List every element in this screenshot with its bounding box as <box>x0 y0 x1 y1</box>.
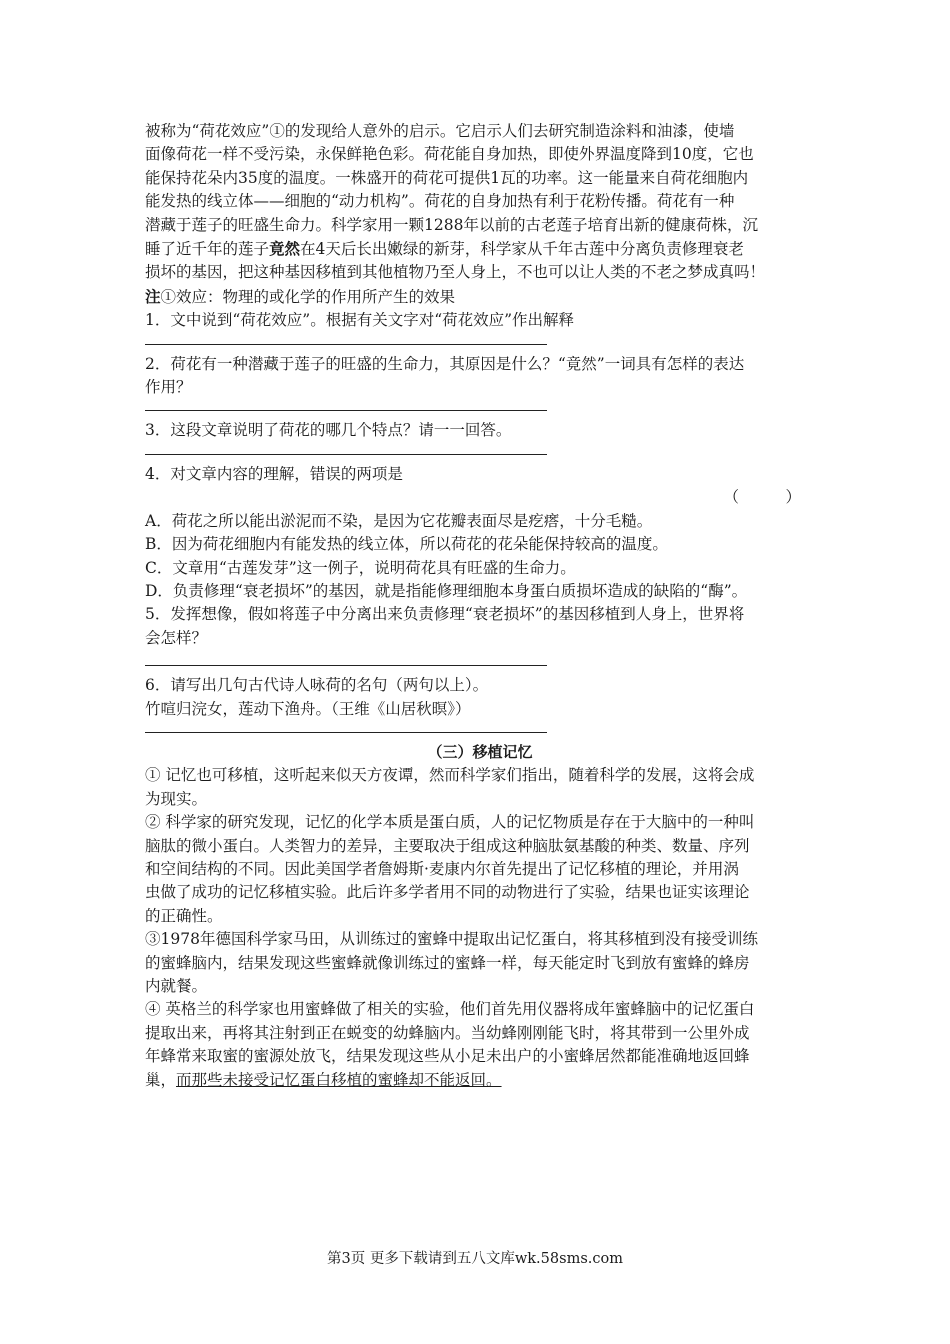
question-3: 3．这段文章说明了荷花的哪几个特点？请一一回答。 <box>145 421 512 440</box>
poem-example: 竹喧归浣女，莲动下渔舟。（王维《山居秋暝》） <box>145 699 471 718</box>
passage-line: 被称为“荷花效应”①的发现给人意外的启示。它启示人们去研究制造涂料和油漆，使墙 <box>145 122 735 140</box>
text-span: 在4天后长出嫩绿的新芽，科学家从千年古莲中分离负责修理衰老 <box>300 240 744 259</box>
document-body <box>145 120 815 1092</box>
passage-line: 的蜜蜂脑内，结果发现这些蜜蜂就像训练过的蜜蜂一样，每天能定时飞到放有蜜蜂的蜂房 <box>145 953 750 972</box>
passage-line: 潜藏于莲子的旺盛生命力。科学家用一颗1288年以前的古老莲子培育出新的健康荷株，沉 <box>145 215 758 234</box>
answer-line <box>145 721 547 733</box>
note-text: ①效应：物理的或化学的作用所产生的效果 <box>160 287 456 306</box>
text-span: 巢， <box>145 1070 177 1089</box>
passage-line: 年蜂常来取蜜的蜜源处放飞，结果发现这些从小足未出户的小蜜蜂居然都能准确地返回蜂 <box>145 1047 750 1066</box>
passage-line: 虫做了成功的记忆移植实验。此后许多学者用不同的动物进行了实验，结果也证实该理论 <box>145 883 750 902</box>
answer-line <box>145 654 547 666</box>
underlined-sentence: 而那些未接受记忆蛋白移植的蜜蜂却不能返回。 <box>176 1070 502 1089</box>
answer-parentheses: （ ） <box>723 488 801 507</box>
passage-line: ② 科学家的研究发现，记忆的化学本质是蛋白质，人的记忆物质是存在于大脑中的一种叫 <box>145 813 755 832</box>
option-d: D．负责修理“衰老损坏”的基因，就是指能修理细胞本身蛋白质损坏造成的缺陷的“酶”。 <box>145 581 748 600</box>
passage-line: 能保持花朵内35度的温度。一株盛开的荷花可提供1瓦的功率。这一能量来自荷花细胞内 <box>145 168 749 187</box>
question-6: 6．请写出几句古代诗人咏荷的名句（两句以上）。 <box>145 676 489 695</box>
passage-line: 内就餐。 <box>145 977 208 995</box>
answer-line <box>145 333 547 345</box>
passage-line: ④ 英格兰的科学家也用蜜蜂做了相关的实验，他们首先用仪器将成年蜜蜂脑中的记忆蛋白 <box>145 1000 755 1019</box>
question-4: 4．对文章内容的理解，错误的两项是 <box>145 464 403 483</box>
option-a: A．荷花之所以能出淤泥而不染，是因为它花瓣表面尽是疙瘩，十分毛糙。 <box>145 511 653 530</box>
passage-line: 的正确性。 <box>145 906 223 925</box>
answer-line <box>145 399 547 411</box>
passage-line: 能发热的线立体——细胞的“动力机构”。荷花的自身加热有利于花粉传播。荷花有一种 <box>145 192 735 211</box>
passage-line: ③1978年德国科学家马田，从训练过的蜜蜂中提取出记忆蛋白，将其移植到没有接受训练 <box>145 930 758 949</box>
passage-line: 脑肽的微小蛋白。人类智力的差异，主要取决于组成这种脑肽氨基酸的种类、数量、序列 <box>145 836 750 855</box>
bold-word: 竟然 <box>269 239 301 259</box>
option-b: B．因为荷花细胞内有能发热的线立体，所以荷花的花朵能保持较高的温度。 <box>145 535 668 554</box>
passage-line: 为现实。 <box>145 789 208 808</box>
passage-line: 提取出来，再将其注射到正在蜕变的幼蜂脑内。当幼蜂刚刚能飞时，将其带到一公里外成 <box>145 1023 750 1042</box>
answer-line <box>145 443 547 455</box>
question-5-cont: 会怎样？ <box>145 628 208 647</box>
question-2: 2．荷花有一种潜藏于莲子的旺盛的生命力，其原因是什么？“竟然”一词具有怎样的表达 <box>145 354 745 373</box>
text-span: 睡了近千年的莲子 <box>145 240 270 259</box>
question-2-cont: 作用？ <box>145 378 192 397</box>
question-1: 1．文中说到“荷花效应”。根据有关文字对“荷花效应”作出解释 <box>145 311 575 330</box>
passage-line: 损坏的基因，把这种基因移植到其他植物乃至人身上，不也可以让人类的不老之梦成真吗！ <box>145 263 766 282</box>
section-title: （三）移植记忆 <box>427 742 533 761</box>
footnote <box>145 285 815 309</box>
passage-line <box>145 237 815 261</box>
passage-line: ① 记忆也可移植，这听起来似天方夜谭，然而科学家们指出，随着科学的发展，这将会成 <box>145 766 755 785</box>
question-5: 5．发挥想像，假如将莲子中分离出来负责修理“衰老损坏”的基因移植到人身上，世界将 <box>145 605 745 624</box>
passage-line: 和空间结构的不同。因此美国学者詹姆斯·麦康内尔首先提出了记忆移植的理论，并用涡 <box>145 859 739 878</box>
option-c: C．文章用“古莲发芽”这一例子，说明荷花具有旺盛的生命力。 <box>145 558 576 577</box>
passage-line: 面像荷花一样不受污染，永保鲜艳色彩。荷花能自身加热，即使外界温度降到10度，它也 <box>145 145 754 164</box>
note-label: 注 <box>145 286 161 306</box>
passage-line <box>145 1069 815 1092</box>
page-footer: 第3页 更多下载请到五八文库wk.58sms.com <box>327 1251 623 1267</box>
